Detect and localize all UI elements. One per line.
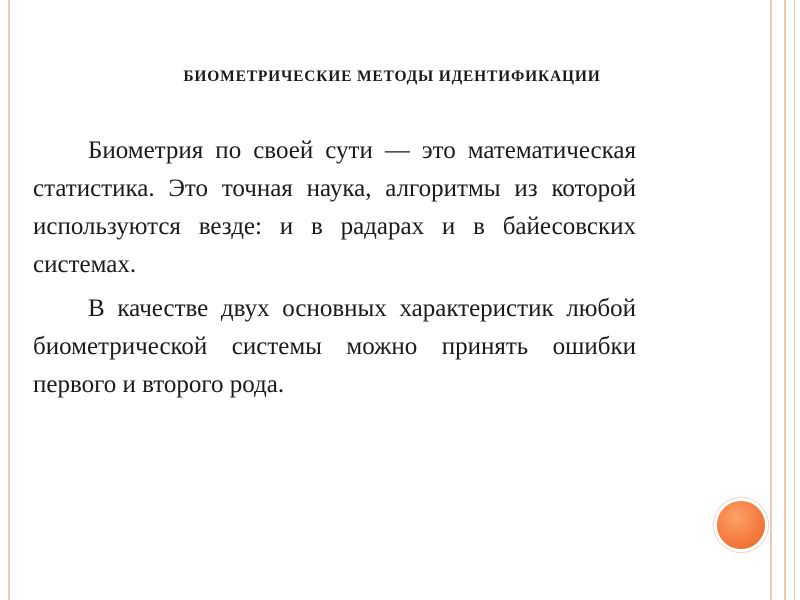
frame-line-right-inner xyxy=(770,0,772,600)
frame-line-right-outer xyxy=(784,0,786,600)
frame-line-right-edge xyxy=(794,0,795,600)
slide-title: БИОМЕТРИЧЕСКИЕ МЕТОДЫ ИДЕНТИФИКАЦИИ xyxy=(183,68,601,85)
paragraph-biometrics-statistics: Биометрия по своей сути — это математическая статистика. Это точная наука, алгоритмы из которой используются везде: и в радарах и в байесовских системах. xyxy=(33,137,636,278)
frame-line-left xyxy=(8,0,10,600)
slide-body xyxy=(33,132,636,410)
paragraph-error-types: В качестве двух основных характеристик любой биометрической системы можно принять ошибки первого и второго рода. xyxy=(33,295,636,398)
accent-circle-decoration xyxy=(714,498,768,552)
